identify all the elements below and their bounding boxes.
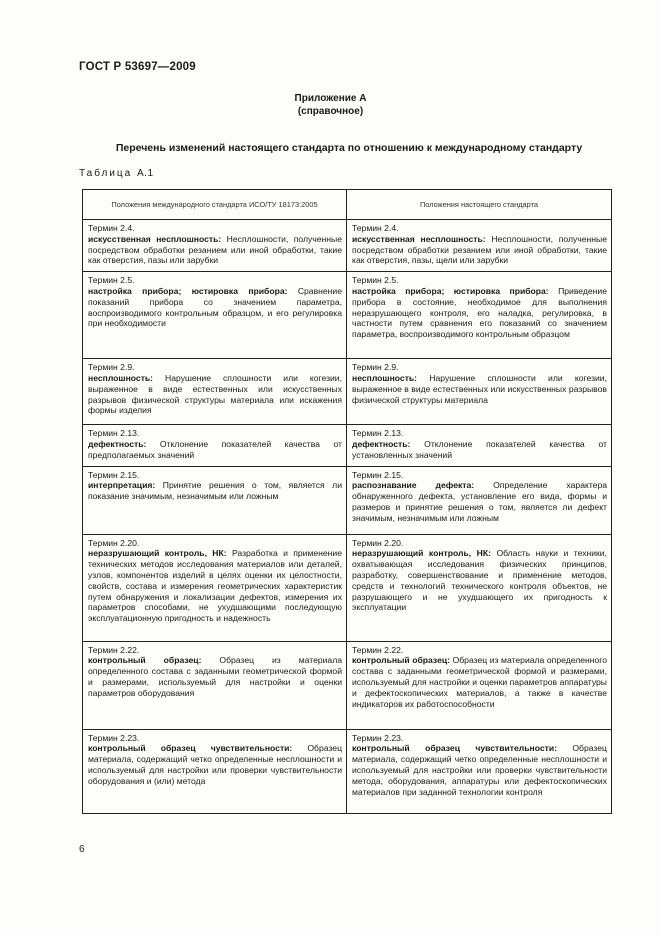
comparison-table (82, 189, 612, 814)
term-name: распознавание дефекта: (352, 480, 475, 491)
cell-international (83, 466, 347, 534)
term-name: неразрушающий контроль, НК: (352, 548, 491, 559)
definition-text: Область науки и техники, охватывающая исследования физических принципов, разработку, совершенствование и применение методов, средств и технологий технического контроля объектов, не разрушающего и не ухудшающего их пригодность к эксплуатации (352, 548, 607, 613)
appendix-title: Приложение А (294, 93, 367, 104)
cell-international (83, 220, 347, 272)
table-row (83, 534, 612, 641)
term-number: Термин 2.9. (352, 362, 399, 373)
cell-national (347, 359, 612, 425)
definition-text: Образец из материала определенного состава с заданными геометрической формой и размерами, используемый для настройки и оценки параметров аппаратуры и дефектоскопических материалов, а также в качестве индикаторов их работоспособности (352, 655, 607, 709)
table-body (83, 220, 612, 814)
cell-international (83, 359, 347, 425)
term-number: Термин 2.20. (352, 537, 404, 548)
table-row (83, 220, 612, 272)
term-definition (88, 286, 342, 328)
definition-text: Образец из материала определенного состава с заданными геометрической формой и размерами, используемый для настройки и оценки параметров оборудования (88, 655, 342, 698)
term-number: Термин 2.4. (88, 223, 135, 233)
cell-national (347, 534, 612, 641)
definition-text: Несплошности, полученные посредством обработки резанием или иной обработки, такие как отверстия, пазы или зарубки (88, 233, 342, 266)
cell-international (83, 729, 347, 813)
term-number: Термин 2.15. (352, 469, 404, 480)
term-definition (88, 743, 342, 785)
term-definition (88, 439, 342, 460)
cell-national (347, 272, 612, 359)
definition-text: Несплошности, полученные посредством обработки резанием или иной обработки, такие как отверстия, пазы, щели или зарубки (352, 233, 607, 266)
term-definition (352, 480, 607, 522)
table-row (83, 466, 612, 534)
table-header-row (83, 190, 612, 220)
cell-national (347, 641, 612, 729)
term-name: неразрушающий контроль, НК: (88, 548, 227, 559)
table-row (83, 641, 612, 729)
table-row (83, 729, 612, 813)
term-definition (88, 655, 342, 697)
term-name: контрольный образец чувствительности: (352, 743, 557, 754)
definition-text: Образец материала, содержащий четко определенные несплошности и используемый для настройки или проверки чувствительности метода, оборудования, аппаратуры или дефектоскопических материалов при заданной технологии контроля (352, 743, 607, 797)
term-name: несплошность: (352, 372, 418, 383)
definition-text: Сравнение показаний прибора со значением параметра, воспроизводимого контрольным образцом, и его регулировка при необходимости (88, 285, 343, 329)
appendix-subtitle: (справочное) (297, 106, 364, 117)
term-definition (88, 373, 342, 415)
cell-international (83, 641, 347, 729)
cell-international (83, 425, 347, 466)
document-code: ГОСТ Р 53697—2009 (79, 61, 196, 73)
term-number: Термин 2.13. (88, 428, 140, 439)
term-name: контрольный образец: (352, 655, 451, 666)
term-name: интерпретация: (88, 480, 156, 491)
term-name: дефектность: (88, 438, 147, 449)
cell-international (83, 534, 347, 641)
term-definition (88, 480, 342, 501)
cell-national (347, 425, 612, 466)
column-header-national: Положения настоящего стандарта (347, 190, 612, 220)
term-number: Термин 2.5. (88, 275, 135, 286)
table-caption (79, 168, 154, 179)
term-number: Термин 2.13. (352, 428, 404, 439)
term-name: контрольный образец чувствительности: (88, 743, 293, 754)
definition-text: Нарушение сплошности или когезии, выраженное в виде естественных или искусственных разрывов физической структуры материала или искажения формы изделия (88, 372, 342, 416)
cell-national (347, 220, 612, 272)
definition-text: Образец материала, содержащий четко определенные несплошности и используемый для настройки или проверки чувствительности оборудования и (или) метода (88, 743, 342, 786)
table-row (83, 272, 612, 359)
term-number: Термин 2.23. (88, 732, 140, 743)
term-definition (352, 548, 607, 612)
term-name: несплошность: (88, 372, 154, 383)
term-number: Термин 2.22. (88, 644, 140, 655)
table-caption-number: А.1 (137, 168, 154, 179)
term-definition (88, 548, 342, 623)
term-name: настройка прибора; юстировка прибора: (88, 285, 288, 296)
term-number: Термин 2.15. (88, 469, 140, 480)
definition-text: Определение характера обнаруженного дефекта, установление его вида, формы и размеров и принятие решения о том, является ли дефект значимым, незначимым или ложным (352, 480, 608, 523)
definition-text: Приведение прибора в состояние, необходимое для выполнения неразрушающего контроля, его наладка, регулировка, в частности путем сравнения его показаний со значением параметра, воспроизводимого контрольным образцом (352, 285, 608, 340)
term-definition (352, 743, 607, 796)
term-number: Термин 2.4. (352, 223, 399, 233)
term-number: Термин 2.23. (352, 732, 404, 743)
term-name: искусственная несплошность: (352, 233, 486, 244)
definition-text: Разработка и применение технических методов исследования материалов или деталей, узлов, компонентов изделий в целях оценки их целостности, свойств, состава и измерения геометрических характеристик путем обнаружения и локализации дефектов, измерения их параметров способами, не ухудшающими последующую эксплуатационную пригодность и надежность (88, 548, 342, 624)
term-number: Термин 2.5. (352, 275, 399, 286)
column-header-international: Положения международного стандарта ИСО/ТУ 18173:2005 (83, 190, 347, 220)
term-definition (352, 373, 607, 405)
table-row (83, 359, 612, 425)
definition-text: Отклонение показателей качества от предполагаемых значений (88, 438, 342, 460)
term-name: дефектность: (352, 438, 411, 449)
cell-international (83, 272, 347, 359)
term-definition (352, 286, 607, 339)
appendix-heading (0, 92, 661, 118)
page-number: 6 (79, 844, 85, 855)
term-definition (352, 439, 607, 460)
cell-national (347, 466, 612, 534)
term-number: Термин 2.20. (88, 537, 140, 548)
definition-text: Отклонение показателей качества от установленных значений (352, 438, 607, 460)
term-number: Термин 2.22. (352, 644, 404, 655)
term-definition (88, 234, 342, 266)
table-caption-word: Таблица (79, 168, 133, 179)
term-name: искусственная несплошность: (88, 233, 222, 244)
cell-national (347, 729, 612, 813)
term-name: контрольный образец: (88, 655, 202, 666)
term-number: Термин 2.9. (88, 362, 135, 373)
definition-text: Принятие решения о том, является ли показание значимым, незначимым или ложным (88, 480, 342, 502)
term-definition (352, 655, 607, 708)
term-name: настройка прибора; юстировка прибора: (352, 285, 549, 296)
table-row (83, 425, 612, 466)
term-definition (352, 234, 607, 266)
section-title: Перечень изменений настоящего стандарта по отношению к международному стандарту (115, 142, 583, 154)
definition-text: Нарушение сплошности или когезии, выраженное в виде естественных или искусственных разрывов физической структуры материала (352, 372, 607, 405)
